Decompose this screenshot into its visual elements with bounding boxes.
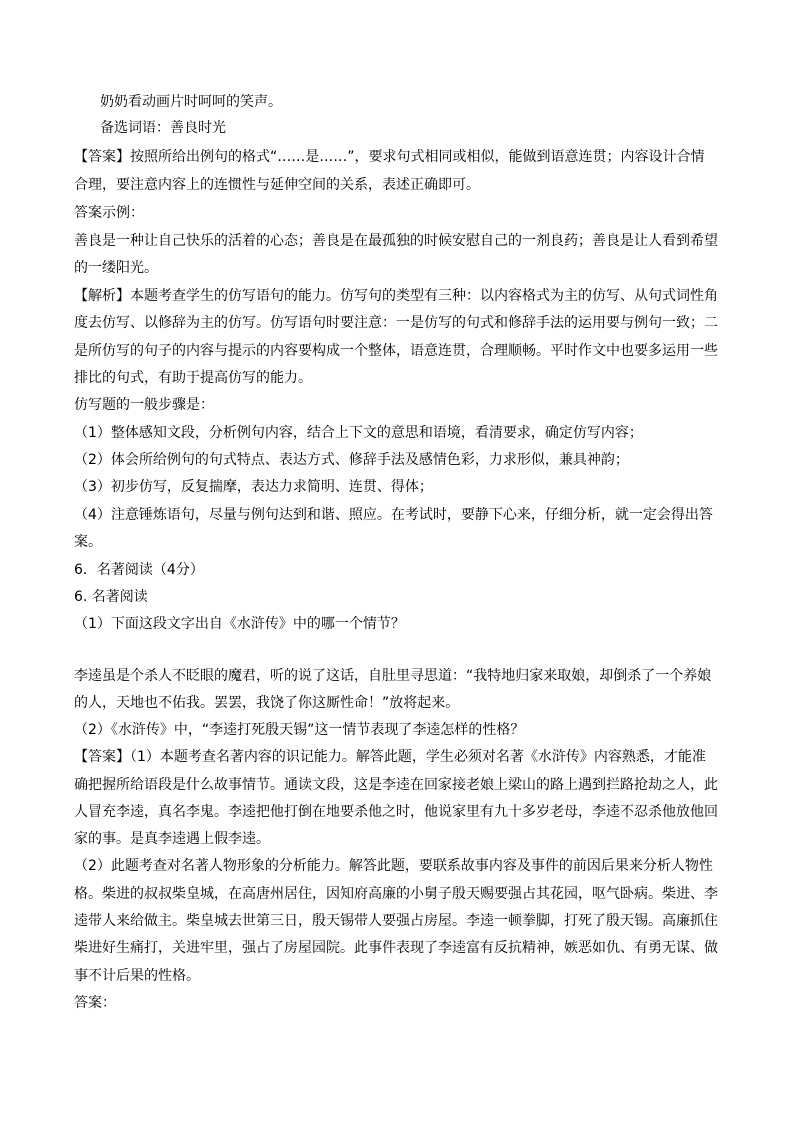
text-line: 柴进好生痛打，关进牢里，强占了房屋园院。此事件表现了李逵富有反抗精神，嫉恶如仇、有勇无谋、做 [74,940,718,956]
answer-label: 答案： [74,995,116,1011]
text-line: 是所仿写的句子的内容与提示的内容要构成一个整体，语意连贯，合理顺畅。平时作文中也要多运用一些 [74,343,718,359]
quote-line: 的人，天地也不佑我。罢罢，我饶了你这厮性命！”放将起来。 [74,695,460,711]
text-line: 善良是一种让自己快乐的活着的心态；善良是在最孤独的时候安慰自己的一剂良药；善良是让人看到希望 [74,233,718,249]
text-line: 备选词语：善良时光 [100,120,226,136]
text-line: 确把握所给语段是什么故事情节。通读文段，这是李逵在回家接老娘上梁山的路上遇到拦路抢劫之人，此 [74,777,718,793]
question-heading: 6．名著阅读（4分） [74,562,204,578]
text-line: 格。柴进的叔叔柴皇城，在高唐州居住，因知府高廉的小舅子殷天赐要强占其花园，呕气卧病。柴进、李 [74,886,718,902]
answer-line: 【答案】（1）本题考查名著内容的识记能力。解答此题，学生必须对名著《水浒传》内容熟悉，才能准 [74,749,706,765]
text-line: 合理，要注意内容上的连惯性与延伸空间的关系，表述正确即可。 [74,177,480,193]
text-line: 案。 [74,534,102,550]
text-line: 家的事。是真李逵遇上假李逵。 [74,831,270,847]
quote-line: 李逵虽是个杀人不眨眼的魔君，听的说了这话，自肚里寻思道：“我特地归家来取娘，却倒杀了一个养娘 [74,668,712,684]
text-line: 奶奶看动画片时呵呵的笑声。 [100,94,282,110]
step-item: （2）体会所给例句的句式特点、表达方式、修辞手法及感情色彩，力求形似，兼具神韵； [74,452,629,468]
question-item: （1）下面这段文字出自《水浒传》中的哪一个情节？ [74,616,405,632]
question-item: （2）《水浒传》中，“李逵打死殷天锡”这一情节表现了李逵怎样的性格？ [74,722,525,738]
text-line: 度去仿写、以修辞为主的仿写。仿写语句时要注意：一是仿写的句式和修辞手法的运用要与例句一致；二 [74,315,718,331]
text-line: 人冒充李逵，真名李鬼。李逵把他打倒在地要杀他之时，他说家里有九十多岁老母，李逵不忍杀他放他回 [74,804,718,820]
text-line: 的一缕阳光。 [74,260,158,276]
step-item: （4）注意锤炼语句，尽量与例句达到和谐、照应。在考试时，要静下心来，仔细分析，就一定会得出答 [74,507,713,523]
analysis-line: 【解析】本题考查学生的仿写语句的能力。仿写句的类型有三种：以内容格式为主的仿写、从句式词性角 [74,288,718,304]
text-line: 仿写题的一般步骤是： [74,397,214,413]
question-heading: 6. 名著阅读 [74,589,148,605]
step-item: （3）初步仿写，反复揣摩，表达力求简明、连贯、得体； [74,479,433,495]
text-line: 答案示例： [74,205,144,221]
text-line: 排比的句式，有助于提高仿写的能力。 [74,370,312,386]
text-line: 逵带人来给做主。柴皇城去世第三日，殷天锡带人要强占房屋。李逵一顿拳脚，打死了殷天锡。高廉抓住 [74,913,718,929]
text-line: 事不计后果的性格。 [74,968,200,984]
answer-line: 【答案】按照所给出例句的格式“……是……”，要求句式相同或相似，能做到语意连贯；内容设计合情 [74,149,705,165]
text-line: （2）此题考查对名著人物形象的分析能力。解答此题，要联系故事内容及事件的前因后果来分析人物性 [74,858,713,874]
step-item: （1）整体感知文段，分析例句内容，结合上下文的意思和语境，看清要求，确定仿写内容； [74,425,643,441]
